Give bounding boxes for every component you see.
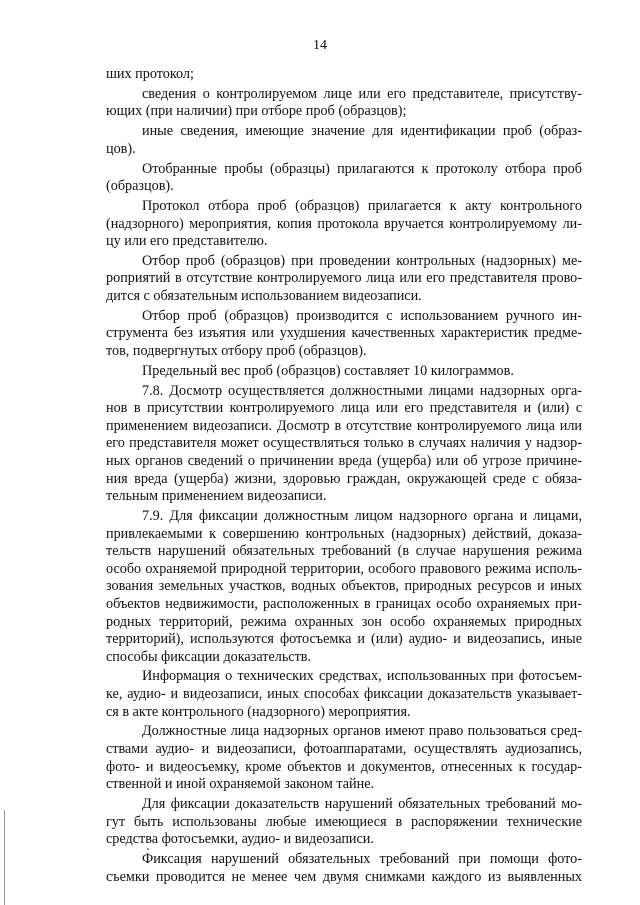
text-line: ке, аудио- и видеозаписи, иных способах фиксации доказательств указывает- — [106, 686, 582, 703]
text-line: ствами аудио- и видеозаписи, фотоаппаратами, осуществлять аудиозапись, — [106, 741, 582, 758]
text-line: (надзорного) мероприятия, копия протокола вручается контролируемому ли- — [106, 215, 582, 232]
text-line: 7.8. Досмотр осуществляется должностными лицами надзорных орга- — [142, 382, 582, 399]
text-line: сведения о контролируемом лице или его представителе, присутству- — [142, 85, 582, 102]
text-line: цу или его представителю. — [106, 233, 268, 250]
paragraph — [106, 161, 582, 196]
paragraph — [106, 363, 582, 381]
text-line: его представителя может осуществляться только в случаях наличия у надзор- — [106, 435, 582, 452]
text-line: Для фиксации доказательств нарушений обязательных требований мо- — [142, 796, 582, 812]
text-line: иные сведения, имеющие значение для идентификации проб (образ- — [142, 123, 582, 140]
paragraph — [106, 308, 582, 361]
text-line: Фиксация нарушений обязательных требований при помощи фото- — [142, 850, 582, 867]
text-line: применением видеозаписи. Досмотр в отсутствие контролируемого лица или — [106, 417, 582, 434]
page-number: 14 — [313, 38, 327, 53]
text-line: тельным применением видеозаписи. — [106, 488, 327, 505]
text-line: Информация о технических средствах, использованных при фотосъем- — [142, 668, 582, 685]
paragraph — [106, 86, 582, 121]
paragraph — [106, 851, 582, 886]
scan-edge-artifact — [4, 810, 5, 905]
text-line: ших протокол; — [106, 66, 194, 82]
text-line: территорий), используются фотосъемка и (или) аудио- и видеозапись, иные — [106, 631, 582, 648]
paragraph — [106, 123, 582, 158]
text-line: (образцов). — [106, 178, 174, 195]
paragraph — [106, 66, 582, 84]
text-line: особо охраняемой природной территории, особого правового режима исполь- — [106, 560, 582, 577]
text-line: ных органов сведений о причинении вреда (ущерба) или об угрозе причине- — [106, 452, 582, 469]
paragraph — [106, 508, 582, 666]
text-line: тельств нарушений обязательных требований (в случае нарушения режима — [106, 543, 582, 560]
paragraph — [106, 796, 582, 849]
text-line: 7.9. Для фиксации должностным лицом надзорного органа и лицами, — [142, 507, 582, 524]
text-line: средства фотосъемки, аудио- и видеозаписи. — [106, 831, 374, 848]
text-line: Отбор проб (образцов) при проведении контрольных (надзорных) ме- — [142, 252, 582, 269]
paragraph — [106, 383, 582, 506]
text-line: привлекаемыми к совершению контрольных (надзорных) действий, доказа- — [106, 525, 582, 542]
text-line: фото- и видеосъемку, кроме объектов и документов, отнесенных к государ- — [106, 758, 582, 775]
text-line: струмента без изъятия или ухудшения качественных характеристик предме- — [106, 325, 582, 342]
text-line: ющих (при наличии) при отборе проб (образцов); — [106, 103, 407, 120]
text-line: тов, подвергнутых отбору проб (образцов). — [106, 343, 367, 360]
paragraph — [106, 253, 582, 306]
text-line: съемки проводится не менее чем двумя снимками каждого из выявленных — [106, 868, 582, 885]
text-line: дится с обязательным использованием видеозаписи. — [106, 288, 422, 305]
text-line: родных территорий, режима охранных зон особо охраняемых природных — [106, 613, 582, 630]
text-line: ния вреда (ущерба) жизни, здоровью граждан, окружающей среде с обяза- — [106, 470, 582, 487]
text-line: объектов недвижимости, расположенных в границах особо охраняемых при- — [106, 595, 582, 612]
text-line: Отбор проб (образцов) производится с использованием ручного ин- — [142, 307, 582, 324]
text-line: роприятий в отсутствие контролируемого лица или его представителя прово- — [106, 270, 582, 287]
text-line: цов). — [106, 140, 136, 157]
document-body — [106, 66, 582, 888]
scan-dot-artifact — [147, 848, 149, 850]
text-line: Протокол отбора проб (образцов) прилагается к акту контрольного — [142, 197, 582, 214]
text-line: гут быть использованы любые имеющиеся в распоряжении технические — [106, 813, 582, 830]
text-line: ся в акте контрольного (надзорного) мероприятия. — [106, 703, 411, 720]
text-line: Должностные лица надзорных органов имеют право пользоваться сред- — [142, 723, 582, 740]
text-line: Отобранные пробы (образцы) прилагаются к протоколу отбора проб — [142, 160, 582, 177]
paragraph — [106, 198, 582, 251]
text-line: зования земельных участков, водных объектов, природных ресурсов и иных — [106, 578, 582, 595]
text-line: ственной и иной охраняемой законом тайне. — [106, 776, 375, 793]
paragraph — [106, 723, 582, 793]
text-line: способы фиксации доказательств. — [106, 648, 312, 665]
text-line: нов в присутствии контролируемого лица или его представителя и (или) с — [106, 400, 582, 417]
text-line: Предельный вес проб (образцов) составляет 10 килограммов. — [142, 362, 514, 379]
paragraph — [106, 668, 582, 721]
